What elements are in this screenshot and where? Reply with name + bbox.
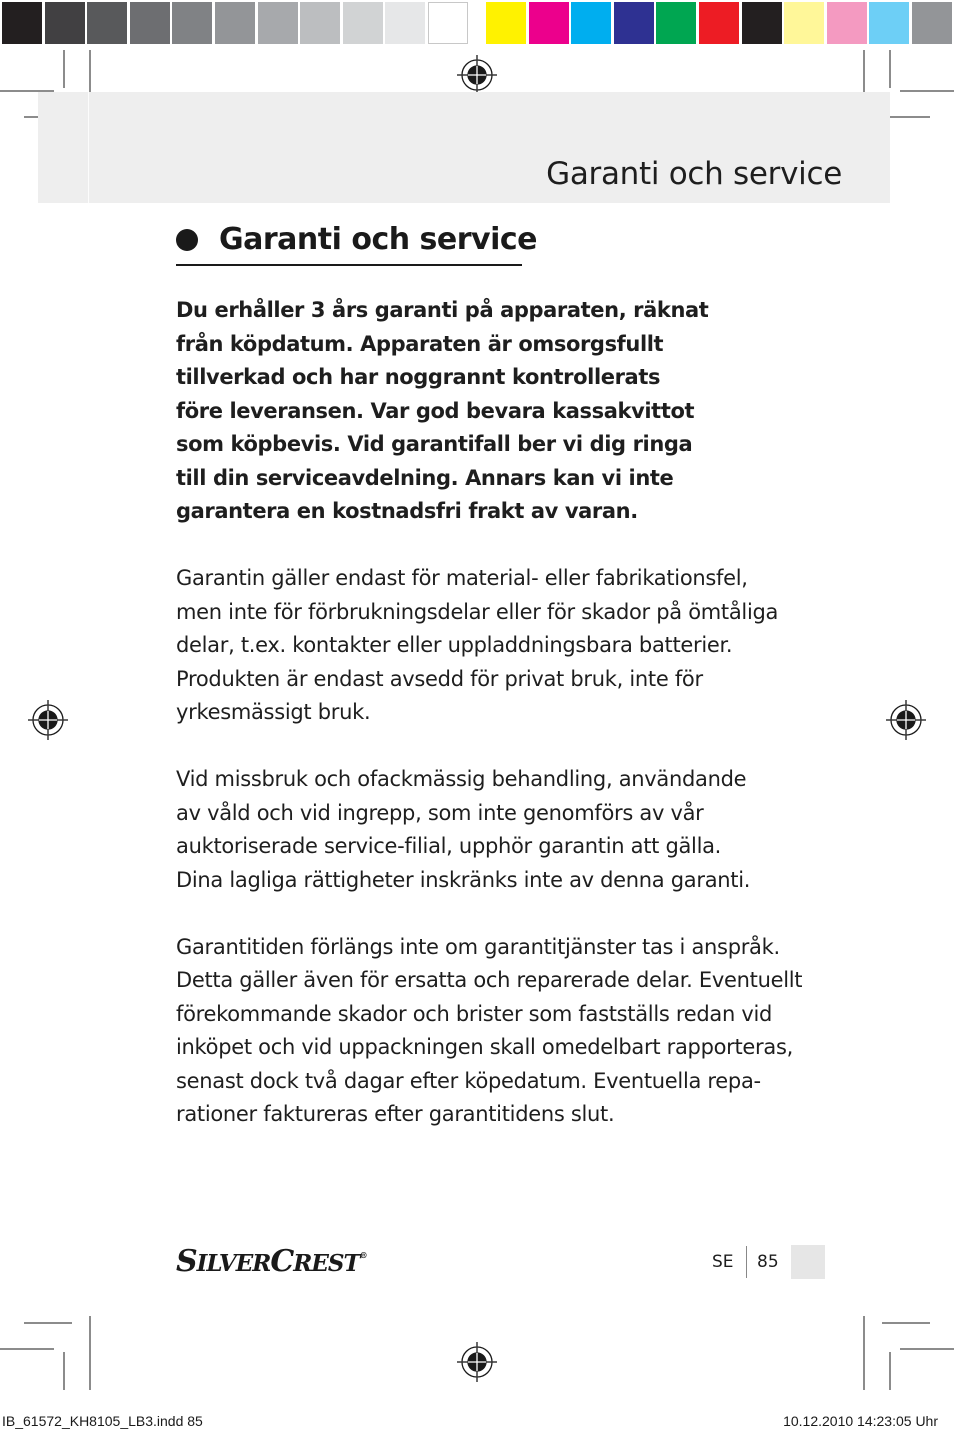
text-line: senast dock två dagar efter köpedatum. Eventuella repa- xyxy=(176,1068,761,1093)
text-line: Detta gäller även för ersatta och reparerade delar. Eventuellt xyxy=(176,968,803,992)
intro-paragraph xyxy=(176,294,794,529)
text-line: Garantitiden förlängs inte om garantitjänster tas i anspråk. xyxy=(176,934,780,959)
text-line: auktoriserade service-filial, upphör garantin att gälla. xyxy=(176,834,722,858)
text-line: av våld och vid ingrepp, som inte genomförs av vår xyxy=(176,800,704,825)
text-line: till din serviceavdelning. Annars kan vi inte xyxy=(176,465,674,490)
registration-mark-right xyxy=(886,700,926,740)
page-header-title: Garanti och service xyxy=(546,156,842,192)
text-line: Produkten är endast avsedd för privat bruk, inte för xyxy=(176,666,703,691)
registration-mark-top xyxy=(457,55,497,95)
footer-divider xyxy=(746,1246,747,1278)
text-line: inköpet och vid uppackningen skall omedelbart rapporteras, xyxy=(176,1035,793,1059)
registration-mark-left xyxy=(28,700,68,740)
paragraph-scope xyxy=(176,562,794,730)
slug-filename: IB_61572_KH8105_LB3.indd 85 xyxy=(2,1413,203,1429)
slug-datetime: 10.12.2010 14:23:05 Uhr xyxy=(783,1413,938,1429)
page-number: 85 xyxy=(757,1252,779,1272)
bullet-icon xyxy=(176,229,198,251)
text-line: delar, t.ex. kontakter eller uppladdningsbara batterier. xyxy=(176,633,733,657)
text-line: som köpbevis. Vid garantifall ber vi dig ringa xyxy=(176,432,693,456)
text-line: från köpdatum. Apparaten är omsorgsfullt xyxy=(176,331,664,356)
text-line: förekommande skador och brister som fastställs redan vid xyxy=(176,1001,773,1026)
paragraph-period xyxy=(176,931,803,1132)
language-code: SE xyxy=(712,1252,734,1272)
text-line: men inte för förbrukningsdelar eller för skador på ömtåliga xyxy=(176,599,779,624)
text-line: Vid missbruk och ofackmässig behandling, användande xyxy=(176,767,747,791)
page-tab-box xyxy=(791,1245,825,1279)
registration-mark-bottom xyxy=(457,1342,497,1382)
section-heading xyxy=(176,222,537,257)
heading-underline xyxy=(176,264,522,266)
text-line: Dina lagliga rättigheter inskränks inte av denna garanti. xyxy=(176,867,751,892)
paragraph-misuse xyxy=(176,763,794,897)
text-line: Du erhåller 3 års garanti på apparaten, räknat xyxy=(176,298,709,322)
silvercrest-logo: SILVERCREST® xyxy=(176,1244,367,1279)
text-line: garantera en kostnadsfri frakt av varan. xyxy=(176,499,638,523)
text-line: Garantin gäller endast för material- eller fabrikationsfel, xyxy=(176,566,748,590)
section-title: Garanti och service xyxy=(219,222,537,257)
text-line: före leveransen. Var god bevara kassakvittot xyxy=(176,398,695,423)
text-line: yrkesmässigt bruk. xyxy=(176,700,371,724)
text-line: rationer faktureras efter garantitidens slut. xyxy=(176,1102,615,1126)
text-line: tillverkad och har noggrannt kontrollerats xyxy=(176,365,661,389)
body-text xyxy=(176,294,803,1165)
